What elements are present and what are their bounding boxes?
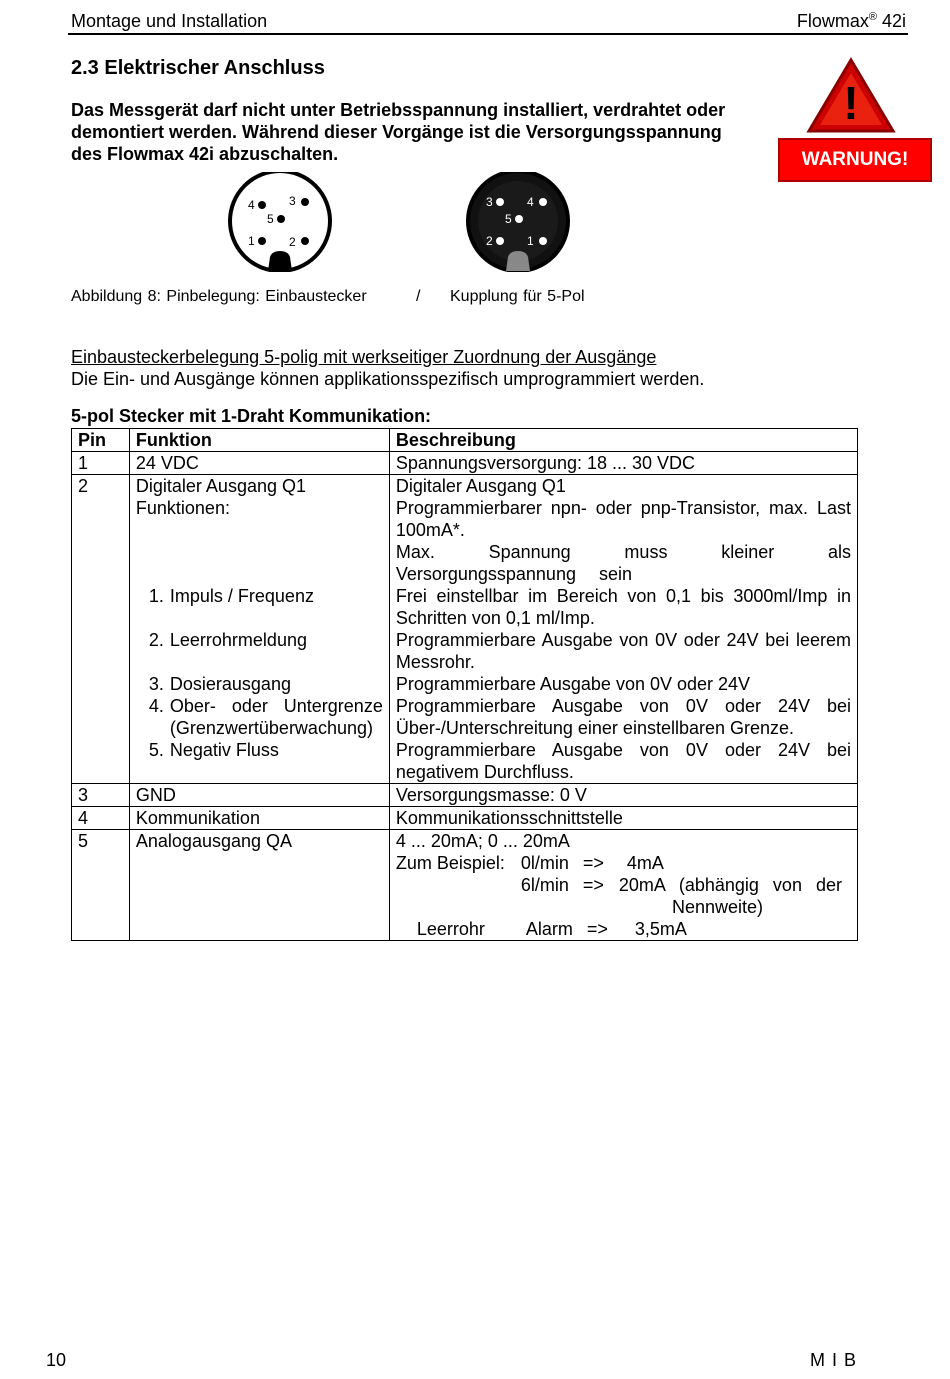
description-line: Max. Spannung muss kleiner als Versorgungsspannung sein [395, 542, 851, 584]
example-line: 6l/min => 20mA (abhängig von der [520, 875, 842, 895]
table-header-row [72, 429, 858, 452]
table-row [72, 830, 858, 941]
pin-label: 4 [527, 195, 534, 209]
pin-cell: 2 [72, 475, 130, 784]
warning-exclamation: ! [843, 77, 859, 129]
description-line: Frei einstellbar im Bereich von 0,1 bis 3000ml/Imp in Schritten von 0,1 ml/Imp. [395, 586, 851, 628]
warning-line: Das Messgerät darf nicht unter Betriebsspannung installiert, verdrahtet oder [71, 100, 726, 120]
pin-label: 1 [248, 234, 255, 248]
pin-cell: 1 [72, 452, 130, 475]
description-cell [389, 830, 857, 941]
table-row [72, 452, 858, 475]
pin-label: 4 [248, 198, 255, 212]
footer-company: M I B [810, 1350, 858, 1370]
description-line: Programmierbare Ausgabe von 0V oder 24V bei negativem Durchfluss. [395, 740, 851, 782]
example-line: Zum Beispiel: 0l/min => 4mA [395, 853, 664, 873]
description-line: Digitaler Ausgang Q1 [395, 476, 566, 496]
function-line: Digitaler Ausgang Q1 [135, 476, 306, 496]
pin-cell: 3 [72, 784, 130, 807]
intro-text: Die Ein- und Ausgänge können applikationsspezifisch umprogrammiert werden. [71, 369, 705, 389]
example-line: Nennweite) [671, 897, 763, 917]
warning-line: demontiert werden. Während dieser Vorgänge ist die Versorgungsspannung [71, 122, 722, 142]
pin-label: 3 [486, 195, 493, 209]
function-item: 5. Negativ Fluss [148, 740, 279, 760]
description-cell: Spannungsversorgung: 18 ... 30 VDC [389, 452, 857, 475]
description-line: Programmierbarer npn- oder pnp-Transistor, max. Last 100mA*. [395, 498, 851, 540]
intro-heading: Einbausteckerbelegung 5-polig mit werkseitiger Zuordnung der Ausgänge [71, 347, 657, 367]
registered-mark: ® [868, 11, 877, 23]
function-item: 4. Ober- oder Untergrenze (Grenzwertüberwachung) [148, 696, 383, 738]
table-row [72, 475, 858, 784]
table-title: 5-pol Stecker mit 1-Draht Kommunikation: [71, 406, 432, 426]
description-cell: Kommunikationsschnittstelle [389, 807, 857, 830]
pin-assignment-table [71, 428, 858, 941]
header-rule [68, 33, 908, 35]
model-name: 42i [876, 11, 906, 31]
pin-label: 2 [289, 235, 296, 249]
page-number: 10 [46, 1350, 67, 1370]
function-cell: 24 VDC [129, 452, 389, 475]
function-line: Funktionen: [135, 498, 230, 518]
description-line: 4 ... 20mA; 0 ... 20mA [395, 831, 570, 851]
table-row [72, 807, 858, 830]
description-cell [389, 475, 857, 784]
header-function: Funktion [129, 429, 389, 452]
function-cell: Analogausgang QA [129, 830, 389, 941]
function-item: 3. Dosierausgang [148, 674, 291, 694]
warning-badge: WARNUNG! [778, 138, 932, 182]
caption-part: Kupplung für 5-Pol [450, 288, 585, 305]
pin-label: 2 [486, 234, 493, 248]
pin-cell: 4 [72, 807, 130, 830]
brand-name: Flowmax [796, 11, 869, 31]
function-item: 1. Impuls / Frequenz [148, 586, 314, 606]
table-row [72, 784, 858, 807]
pin-label: 1 [527, 234, 534, 248]
description-line: Programmierbare Ausgabe von 0V oder 24V bei Über-/Unterschreitung einer einstellbaren Grenze. [395, 696, 851, 738]
figure-caption [71, 288, 585, 306]
description-line: Programmierbare Ausgabe von 0V oder 24V bei leerem Messrohr. [395, 630, 851, 672]
function-cell: Kommunikation [129, 807, 389, 830]
description-line: Programmierbare Ausgabe von 0V oder 24V [395, 674, 751, 694]
description-cell: Versorgungsmasse: 0 V [389, 784, 857, 807]
function-cell: GND [129, 784, 389, 807]
example-line: Leerrohr Alarm => 3,5mA [416, 919, 687, 939]
built-in-plug-diagram [226, 172, 334, 272]
warning-triangle-icon [806, 57, 896, 135]
header-pin: Pin [72, 429, 130, 452]
header-section-title: Montage und Installation [71, 11, 268, 31]
caption-part: Abbildung 8: Pinbelegung: Einbaustecker [71, 288, 367, 305]
pin-label: 5 [505, 212, 512, 226]
warning-text [71, 99, 761, 165]
section-title: 2.3 Elektrischer Anschluss [71, 57, 325, 79]
pin-label: 5 [267, 212, 274, 226]
header-product-name [797, 11, 906, 32]
pin-cell: 5 [72, 830, 130, 941]
coupling-socket-diagram [464, 172, 572, 272]
header-description: Beschreibung [389, 429, 857, 452]
function-item: 2. Leerrohrmeldung [148, 630, 307, 650]
warning-line: des Flowmax 42i abzuschalten. [71, 144, 339, 164]
function-cell [129, 475, 389, 784]
pin-label: 3 [289, 194, 296, 208]
caption-separator: / [416, 288, 421, 305]
